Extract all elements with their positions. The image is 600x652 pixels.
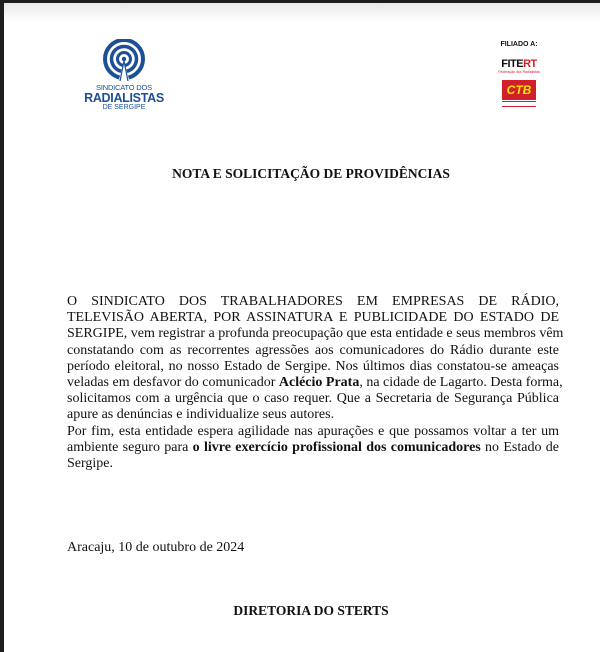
- logo-line-1: SINDICATO DOS: [96, 83, 152, 92]
- body-line: [67, 407, 559, 423]
- affiliations: [484, 41, 554, 107]
- fitert-name-b: RT: [523, 58, 537, 70]
- body-line: [67, 391, 559, 407]
- body-line: [67, 440, 559, 456]
- text: Sergipe.: [67, 456, 114, 472]
- text: veladas em desfavor do comunicador: [67, 375, 279, 391]
- body-line: [67, 326, 564, 342]
- communicator-name: Aclécio Prata: [278, 375, 360, 391]
- affiliation-label: FILIADO A:: [500, 41, 538, 48]
- signature: DIRETORIA DO STERTS: [233, 603, 389, 618]
- text: Por fim, esta entidade espera agilidade nas apurações e que possamos voltar a ter um: [67, 423, 559, 439]
- document-page: [4, 3, 600, 652]
- fitert-logo: [484, 58, 554, 74]
- document-body: [67, 294, 564, 472]
- body-line: [67, 375, 563, 391]
- text: solicitamos com a urgência que o caso requer. Que a Secretaria de Segurança Pública: [67, 391, 559, 407]
- ctb-logo: CTB: [502, 80, 536, 100]
- body-line: [67, 343, 559, 359]
- logo-line-3: DE SERGIPE: [102, 104, 146, 111]
- text: apure as denúncias e individualize seus autores.: [67, 407, 335, 423]
- sindicato-logo: [74, 39, 174, 112]
- body-line: [67, 310, 559, 326]
- text: SERGIPE, vem registrar a profunda preocupação que esta entidade e seus membros vêm: [67, 326, 564, 342]
- body-line: [67, 359, 559, 375]
- text: no Estado de: [480, 439, 559, 455]
- emphasis-text: o livre exercício profissional dos comunicadores: [192, 439, 481, 455]
- text: TELEVISÃO ABERTA, POR ASSINATURA E PUBLICIDADE DO ESTADO DE: [67, 310, 559, 326]
- ctb-subtitle-decoration: [502, 101, 536, 107]
- document-title: NOTA E SOLICITAÇÃO DE PROVIDÊNCIAS: [172, 166, 450, 181]
- fitert-name-a: FITE: [501, 58, 524, 70]
- body-line: [67, 456, 559, 472]
- document-date: Aracaju, 10 de outubro de 2024: [67, 540, 245, 555]
- body-line: [67, 424, 559, 440]
- text: O SINDICATO DOS TRABALHADORES EM EMPRESAS DE RÁDIO,: [67, 294, 559, 309]
- body-line: [67, 294, 559, 310]
- text: ambiente seguro para: [67, 439, 193, 455]
- radio-tower-icon: [100, 39, 148, 83]
- fitert-subtitle: Federação dos Radialistas: [498, 70, 540, 74]
- text: , na cidade de Lagarto. Desta forma,: [359, 375, 563, 391]
- text: constatando com as recorrentes agressões aos comunicadores do Rádio durante este: [67, 342, 559, 358]
- text: período eleitoral, no nosso Estado de Sergipe. Nos últimos dias constatou-se ameaças: [67, 358, 559, 374]
- logo-line-2: RADIALISTAS: [84, 91, 164, 105]
